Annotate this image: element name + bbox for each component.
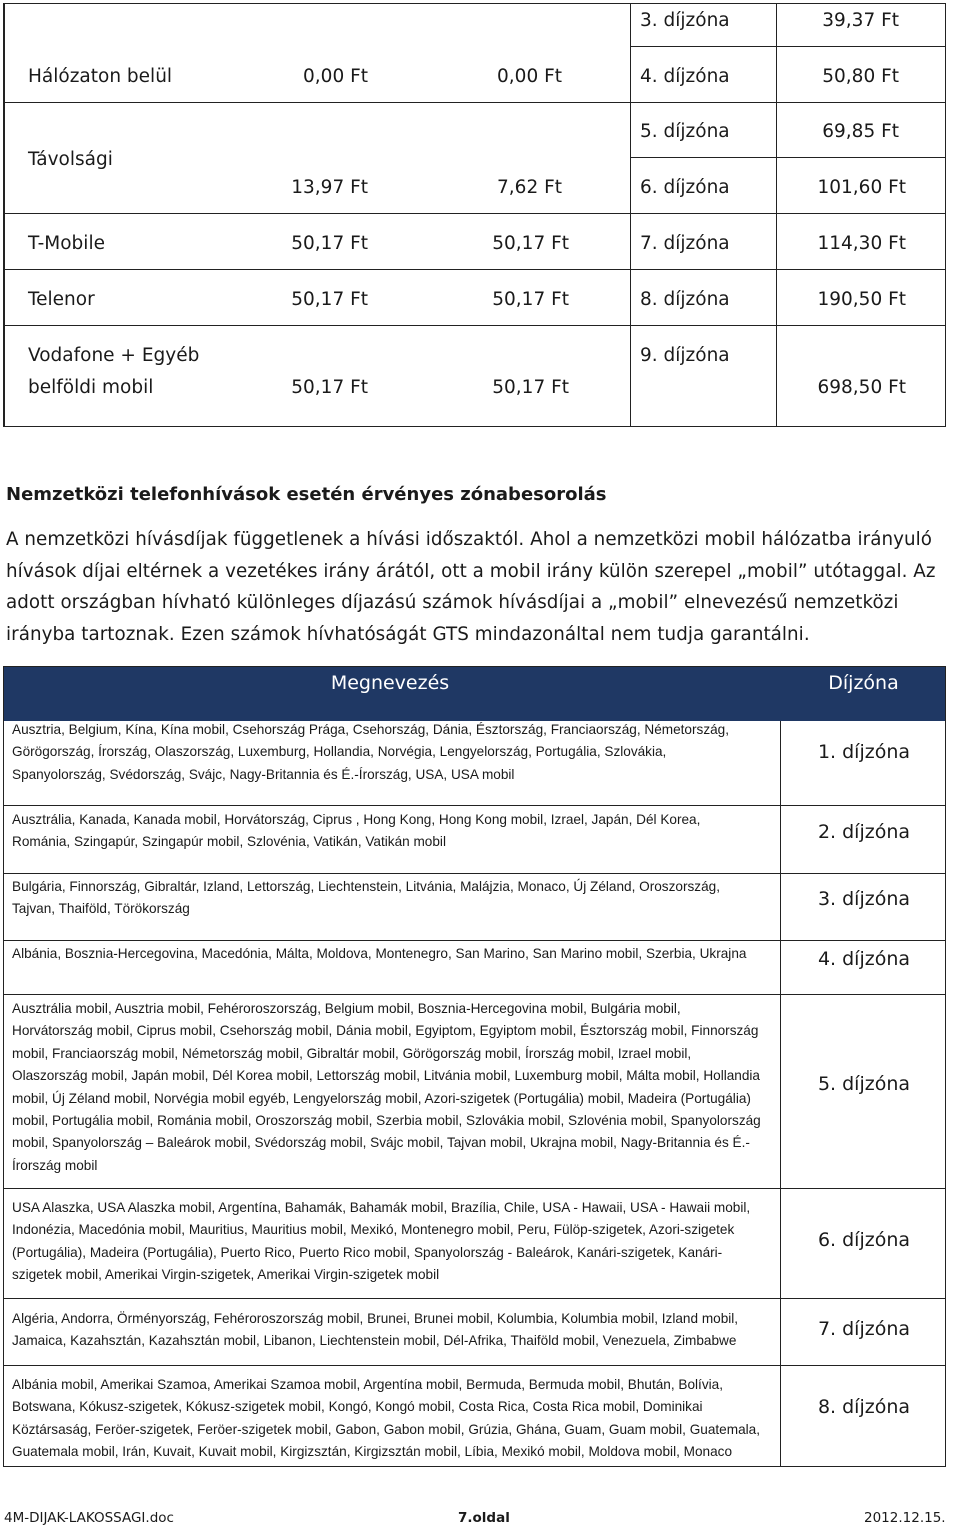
zone-label: 8. díjzóna (640, 289, 730, 310)
grid-line (4, 1188, 945, 1189)
price-value: 50,17 Ft (492, 233, 569, 254)
price-value: 7,62 Ft (497, 177, 562, 198)
price-value: 0,00 Ft (303, 66, 368, 87)
zone-cell: 7. díjzóna (817, 1318, 911, 1340)
grid-line (780, 721, 781, 1466)
country-list (12, 998, 774, 1177)
grid-line (4, 1365, 945, 1366)
country-line: Horvátország mobil, Ciprus mobil, Csehország mobil, Dánia mobil, Egyiptom, Egyiptom mobil, Észtország mobil, Finnország (12, 1023, 759, 1039)
paragraph-line: A nemzetközi hívásdíjak függetlenek a hívási időszaktól. Ahol a nemzetközi mobil hálózatba irányuló (6, 529, 932, 550)
country-line: mobil, Spanyolország – Baleárok mobil, Svédország mobil, Svájc mobil, Tajvan mobil, Ukrajna mobil, Nagy-Britannia és É.- (12, 1135, 750, 1151)
country-line: Albánia, Bosznia-Hercegovina, Macedónia, Málta, Moldova, Montenegro, San Marino, San Marino mobil, Szerbia, Ukrajna (12, 946, 747, 961)
country-line: mobil, Új Zéland mobil, Norvégia mobil egyéb, Lengyelország mobil, Azori-szigetek (Portugália) mobil, Madeira (Portugália) (12, 1090, 751, 1106)
grid-line (630, 46, 945, 47)
price-value: 50,17 Ft (291, 289, 368, 310)
country-line: mobil, Portugália mobil, Románia mobil, Oroszország mobil, Szerbia mobil, Szlovákia mobil, Szlovénia mobil, Spanyolország (12, 1113, 761, 1129)
zone-label: 9. díjzóna (640, 345, 730, 366)
country-line: Románia, Szingapúr, Szingapúr mobil, Szlovénia, Vatikán, Vatikán mobil (12, 834, 446, 850)
tariff-name: Hálózaton belül (28, 66, 173, 87)
country-list (12, 1308, 774, 1353)
country-line: Ausztrália mobil, Ausztria mobil, Fehéroroszország, Belgium mobil, Bosznia-Hercegovina mobil, Bulgária mobil, (12, 1001, 681, 1016)
tariff-name: belföldi mobil (28, 377, 154, 398)
country-list (12, 719, 774, 786)
section-heading: Nemzetközi telefonhívások esetén érvényes zónabesorolás (6, 484, 607, 505)
grid-line (630, 4, 631, 426)
grid-line (4, 102, 945, 103)
country-list (12, 1374, 774, 1464)
country-line: Ausztria, Belgium, Kína, Kína mobil, Csehország Prága, Csehország, Dánia, Észtország, Franciaország, Németország, (12, 722, 730, 737)
header-zone: Díjzóna (828, 672, 899, 694)
country-list (12, 943, 774, 965)
country-line: Guatemala mobil, Irán, Kuvait, Kuvait mobil, Kirgizsztán, Kirgizsztán mobil, Líbia, Mexikó mobil, Moldova mobil, Monaco (12, 1444, 733, 1460)
country-line: Köztársaság, Feröer-szigetek, Feröer-szigetek mobil, Gabon, Gabon mobil, Grúzia, Ghána, Guam, Guam mobil, Guatemala, (12, 1421, 760, 1437)
grid-line (4, 873, 945, 874)
paragraph-line: irányba tartoznak. Ezen számok hívhatóságát GTS mindazonáltal nem tudja garantálni. (6, 624, 810, 646)
grid-line (4, 325, 945, 326)
zone-label: 5. díjzóna (640, 121, 730, 142)
grid-line (776, 4, 777, 426)
country-line: Botswana, Kókusz-szigetek, Kókusz-szigetek mobil, Kongó, Kongó mobil, Costa Rica, Costa Rica mobil, Dominikai (12, 1399, 703, 1415)
tariff-name: Vodafone + Egyéb (28, 345, 200, 366)
zone-label: 6. díjzóna (640, 177, 730, 198)
zone-label: 7. díjzóna (640, 233, 730, 254)
zone-table (3, 666, 946, 1467)
grid-line (4, 213, 945, 214)
country-line: szigetek mobil, Amerikai Virgin-szigetek, Amerikai Virgin-szigetek mobil (12, 1267, 440, 1283)
country-line: Spanyolország, Svédország, Svájc, Nagy-Britannia és É.-Írország, USA, USA mobil (12, 766, 515, 782)
tariff-name: Telenor (28, 289, 95, 310)
zone-price: 39,37 Ft (822, 10, 899, 31)
zone-cell: 6. díjzóna (817, 1229, 911, 1251)
zone-price: 50,80 Ft (822, 66, 899, 87)
country-line: Algéria, Andorra, Örményország, Fehéroroszország mobil, Brunei, Brunei mobil, Kolumbia, Kolumbia mobil, Izland mobil, (12, 1311, 739, 1326)
price-value: 50,17 Ft (291, 233, 368, 254)
zone-cell: 1. díjzóna (817, 741, 911, 763)
country-line: Ausztrália, Kanada, Kanada mobil, Horvátország, Ciprus , Hong Kong, Hong Kong mobil, Izrael, Japán, Dél Korea, (12, 812, 701, 827)
zone-label: 4. díjzóna (640, 66, 730, 87)
zone-table-header (4, 667, 945, 721)
section-paragraph (6, 524, 951, 651)
price-value: 50,17 Ft (492, 377, 569, 398)
zone-cell: 3. díjzóna (817, 888, 911, 910)
grid-line (4, 4, 5, 426)
zone-price: 101,60 Ft (817, 177, 906, 198)
price-value: 13,97 Ft (291, 177, 368, 198)
price-value: 50,17 Ft (291, 377, 368, 398)
country-line: Albánia mobil, Amerikai Szamoa, Amerikai Szamoa mobil, Argentína mobil, Bermuda, Bermuda mobil, Bhután, Bolívia, (12, 1377, 723, 1392)
footer-page: 7.oldal (458, 1510, 510, 1526)
country-list (12, 876, 774, 921)
grid-line (630, 157, 945, 158)
country-line: Tajvan, Thaiföld, Törökország (12, 901, 190, 917)
footer-date: 2012.12.15. (864, 1510, 946, 1526)
grid-line (4, 940, 945, 941)
zone-cell: 2. díjzóna (817, 821, 911, 843)
paragraph-line: adott országban hívható különleges díjazású számok hívásdíjai a „mobil” elnevezésű nemzetközi (6, 592, 899, 614)
grid-line (4, 269, 945, 270)
tariff-name: T-Mobile (28, 233, 105, 254)
zone-price: 698,50 Ft (817, 377, 906, 398)
zone-price: 69,85 Ft (822, 121, 899, 142)
price-value: 50,17 Ft (492, 289, 569, 310)
country-line: Görögország, Írország, Olaszország, Luxemburg, Hollandia, Norvégia, Lengyelország, Portugália, Szlovákia, (12, 744, 667, 760)
grid-line (4, 994, 945, 995)
grid-line (4, 805, 945, 806)
country-line: Olaszország mobil, Japán mobil, Dél Korea mobil, Lettország mobil, Litvánia mobil, Luxemburg mobil, Málta mobil, Hollandia (12, 1068, 760, 1084)
country-line: Írország mobil (12, 1157, 98, 1173)
country-list (12, 809, 774, 854)
country-line: Bulgária, Finnország, Gibraltár, Izland, Lettország, Liechtenstein, Litvánia, Malájzia, Monaco, Új Zéland, Oroszország, (12, 879, 720, 894)
country-line: Indonézia, Macedónia mobil, Mauritius, Mauritius mobil, Mexikó, Montenegro mobil, Peru, Fülöp-szigetek, Azori-szigetek (12, 1222, 735, 1238)
zone-price: 114,30 Ft (817, 233, 906, 254)
grid-line (4, 1298, 945, 1299)
country-line: mobil, Franciaország mobil, Németország mobil, Gibraltár mobil, Görögország mobil, Írország mobil, Izrael mobil, (12, 1045, 692, 1061)
header-name: Megnevezés (330, 672, 450, 694)
footer-filename: 4M-DIJAK-LAKOSSAGI.doc (4, 1510, 174, 1526)
zone-price: 190,50 Ft (817, 289, 906, 310)
country-line: Jamaica, Kazahsztán, Kazahsztán mobil, Libanon, Liechtenstein mobil, Dél-Afrika, Thaiföld mobil, Venezuela, Zimbabwe (12, 1333, 737, 1349)
zone-cell: 8. díjzóna (817, 1396, 911, 1418)
country-line: USA Alaszka, USA Alaszka mobil, Argentína, Bahamák, Bahamák mobil, Brazília, Chile, USA - Hawaii, USA - Hawaii mobil, (12, 1200, 751, 1215)
price-table (3, 3, 946, 427)
country-list (12, 1197, 774, 1287)
zone-label: 3. díjzóna (640, 10, 730, 31)
zone-cell: 4. díjzóna (817, 948, 911, 970)
country-line: (Portugália), Madeira (Portugália), Puerto Rico, Puerto Rico mobil, Spanyolország - Baleárok, Kanári-szigetek, Kanári- (12, 1244, 723, 1260)
price-value: 0,00 Ft (497, 66, 562, 87)
zone-cell: 5. díjzóna (817, 1073, 911, 1095)
paragraph-line: hívások díjai eltérnek a vezetékes irány árától, ott a mobil irány külön szerepel „mobil” utótaggal. Az (6, 560, 936, 582)
tariff-name: Távolsági (28, 149, 113, 170)
